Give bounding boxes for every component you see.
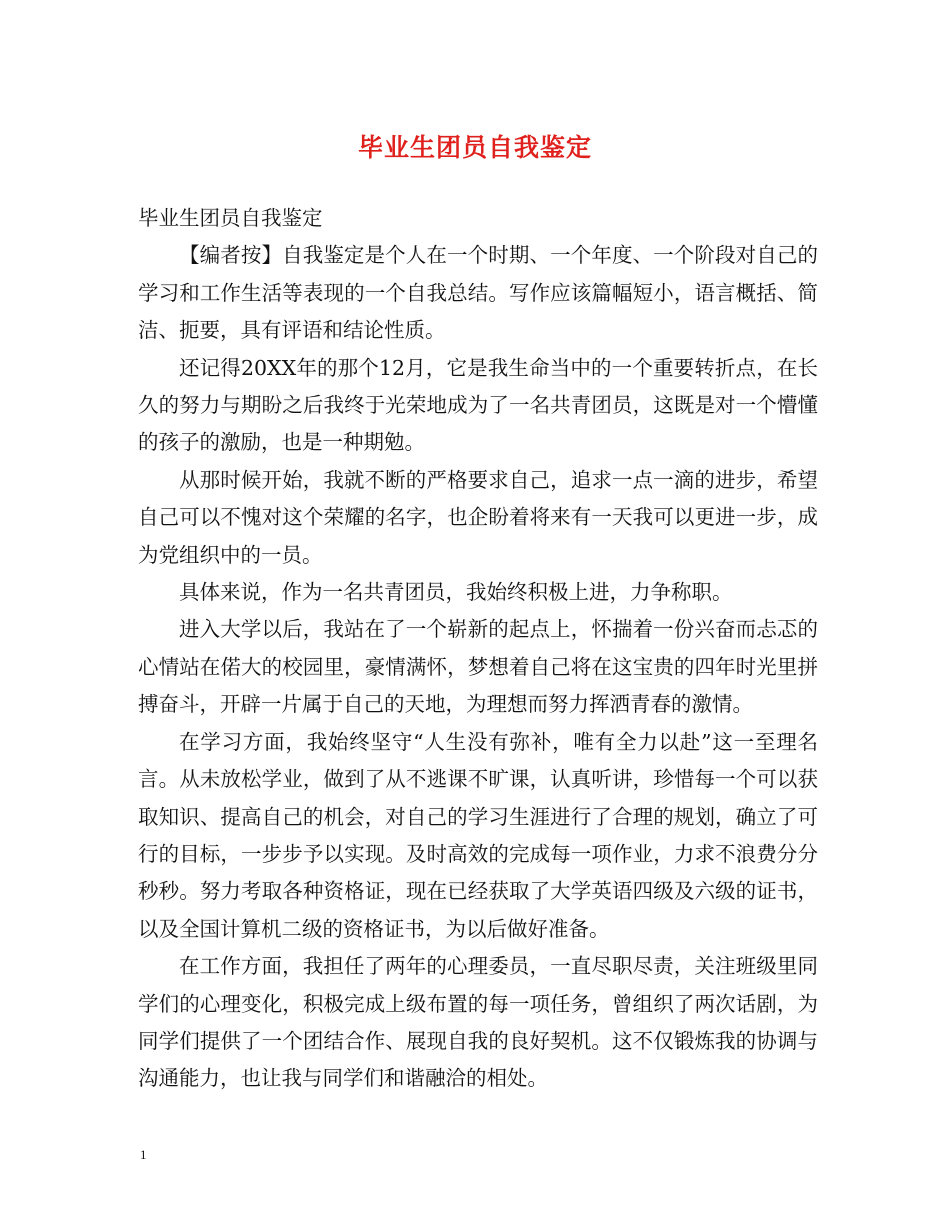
paragraph: 还记得20XX年的那个12月，它是我生命当中的一个重要转折点，在长久的努力与期盼之后我终于光荣地成为了一名共青团员，这既是对一个懵懂的孩子的激励，也是一种期勉。 [138,355,818,455]
document-body [138,200,818,1098]
document-title: 毕业生团员自我鉴定 [357,133,592,162]
paragraph: 在工作方面，我担任了两年的心理委员，一直尽职尽责，关注班级里同学们的心理变化，积极完成上级布置的每一项任务，曾组织了两次话剧，为同学们提供了一个团结合作、展现自我的良好契机。这不仅锻炼我的协调与沟通能力，也让我与同学们和谐融洽的相处。 [138,954,818,1091]
paragraph: 在学习方面，我始终坚守“人生没有弥补，唯有全力以赴”这一至理名言。从未放松学业，做到了从不逃课不旷课，认真听讲，珍惜每一个可以获取知识、提高自己的机会，对自己的学习生涯进行了合理的规划，确立了可行的目标，一步步予以实现。及时高效的完成每一项作业，力求不浪费分分秒秒。努力考取各种资格证，现在已经获取了大学英语四级及六级的证书，以及全国计算机二级的资格证书，为以后做好准备。 [138,729,818,941]
page-number: 1 [140,1147,147,1162]
document-subtitle: 毕业生团员自我鉴定 [138,206,323,230]
paragraph: 进入大学以后，我站在了一个崭新的起点上，怀揣着一份兴奋而忐忑的心情站在偌大的校园里，豪情满怀，梦想着自己将在这宝贵的四年时光里拼搏奋斗，开辟一片属于自己的天地，为理想而努力挥洒青春的激情。 [138,617,818,717]
paragraph: 从那时候开始，我就不断的严格要求自己，追求一点一滴的进步，希望自己可以不愧对这个荣耀的名字，也企盼着将来有一天我可以更进一步，成为党组织中的一员。 [138,467,818,567]
paragraph-editor-note: 【编者按】自我鉴定是个人在一个时期、一个年度、一个阶段对自己的学习和工作生活等表现的一个自我总结。写作应该篇幅短小，语言概括、简洁、扼要，具有评语和结论性质。 [138,243,818,343]
paragraph: 具体来说，作为一名共青团员，我始终积极上进，力争称职。 [179,580,733,605]
